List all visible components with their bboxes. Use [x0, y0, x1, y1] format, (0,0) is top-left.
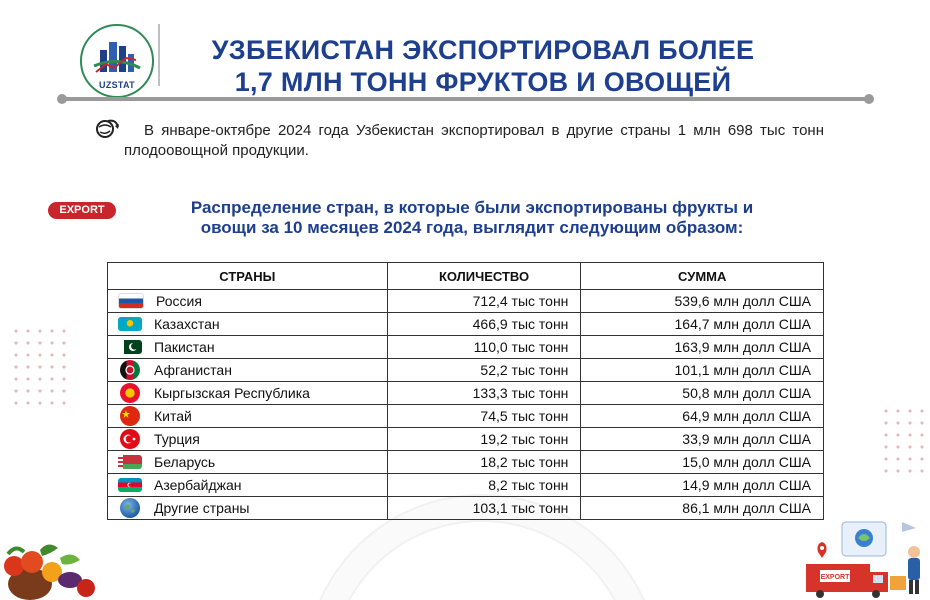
vegetables-basket-icon — [0, 536, 100, 600]
decor-dots-right — [880, 405, 928, 475]
title-line-2: 1,7 МЛН ТОНН ФРУКТОВ И ОВОЩЕЙ — [234, 67, 732, 97]
country-cell — [108, 474, 388, 497]
country-name: Турция — [154, 431, 200, 447]
subtitle-line-1: Распределение стран, в которые были экспортированы фрукты и — [190, 198, 754, 217]
pakistan-flag — [118, 340, 142, 354]
country-name: Пакистан — [154, 339, 215, 355]
belarus-flag — [118, 455, 142, 469]
country-cell — [108, 451, 388, 474]
table-row — [108, 313, 824, 336]
turkey-flag — [120, 429, 140, 449]
country-cell — [108, 359, 388, 382]
column-header-quantity: КОЛИЧЕСТВО — [387, 263, 581, 290]
country-name: Азербайджан — [154, 477, 242, 493]
export-box-label: EXPORT — [820, 574, 850, 581]
sum-cell: 14,9 млн долл США — [581, 474, 824, 497]
table-row — [108, 474, 824, 497]
export-table — [107, 262, 824, 520]
country-name: Другие страны — [154, 500, 250, 516]
table-row — [108, 359, 824, 382]
column-header-countries: СТРАНЫ — [108, 263, 388, 290]
quantity-cell: 110,0 тыс тонн — [387, 336, 581, 359]
subtitle-line-2: овощи за 10 месяцев 2024 года, выглядит следующим образом: — [200, 218, 744, 237]
section-subtitle — [122, 198, 822, 238]
quantity-cell: 712,4 тыс тонн — [387, 290, 581, 313]
russia-flag — [118, 293, 144, 309]
uzstat-logo — [80, 24, 154, 98]
country-name: Россия — [156, 293, 202, 309]
country-name: Беларусь — [154, 454, 216, 470]
quantity-cell: 19,2 тыс тонн — [387, 428, 581, 451]
table-row — [108, 290, 824, 313]
table-row — [108, 336, 824, 359]
decor-dots-left — [10, 325, 70, 407]
country-name: Кыргызская Республика — [154, 385, 310, 401]
table-row — [108, 382, 824, 405]
globe-arrow-icon — [94, 117, 120, 139]
export-badge: EXPORT — [48, 202, 116, 219]
column-header-sum: СУММА — [581, 263, 824, 290]
azerbaijan-flag — [118, 478, 142, 492]
quantity-cell: 18,2 тыс тонн — [387, 451, 581, 474]
sum-cell: 164,7 млн долл США — [581, 313, 824, 336]
logo-divider — [158, 24, 160, 86]
page-title — [168, 34, 798, 98]
table-row — [108, 451, 824, 474]
country-cell — [108, 336, 388, 359]
sum-cell: 163,9 млн долл США — [581, 336, 824, 359]
quantity-cell: 8,2 тыс тонн — [387, 474, 581, 497]
globe-icon — [120, 498, 140, 518]
table-row — [108, 428, 824, 451]
country-name: Казахстан — [154, 316, 220, 332]
kyrgyzstan-flag — [120, 383, 140, 403]
quantity-cell: 103,1 тыс тонн — [387, 497, 581, 520]
country-cell — [108, 382, 388, 405]
afghanistan-flag — [120, 360, 140, 380]
country-cell — [108, 428, 388, 451]
country-cell — [108, 497, 388, 520]
country-cell — [108, 290, 388, 313]
logo-text: UZSTAT — [99, 80, 135, 90]
country-cell — [108, 405, 388, 428]
country-name: Китай — [154, 408, 192, 424]
export-delivery-icon — [806, 518, 930, 598]
table-header-row — [108, 263, 824, 290]
quantity-cell: 52,2 тыс тонн — [387, 359, 581, 382]
quantity-cell: 133,3 тыс тонн — [387, 382, 581, 405]
table-row — [108, 497, 824, 520]
title-line-1: УЗБЕКИСТАН ЭКСПОРТИРОВАЛ БОЛЕЕ — [211, 35, 755, 65]
sum-cell: 15,0 млн долл США — [581, 451, 824, 474]
sum-cell: 50,8 млн долл США — [581, 382, 824, 405]
sum-cell: 101,1 млн долл США — [581, 359, 824, 382]
sum-cell: 86,1 млн долл США — [581, 497, 824, 520]
country-name: Афганистан — [154, 362, 232, 378]
sum-cell: 33,9 млн долл США — [581, 428, 824, 451]
intro-text: В январе-октябре 2024 года Узбекистан экспортировал в другие страны 1 млн 698 тыс тонн плодоовощной продукции. — [124, 122, 824, 159]
background-circles — [330, 520, 634, 600]
sum-cell: 64,9 млн долл США — [581, 405, 824, 428]
china-flag — [120, 406, 140, 426]
country-cell — [108, 313, 388, 336]
table-row — [108, 405, 824, 428]
sum-cell: 539,6 млн долл США — [581, 290, 824, 313]
quantity-cell: 466,9 тыс тонн — [387, 313, 581, 336]
title-underline — [63, 97, 868, 101]
quantity-cell: 74,5 тыс тонн — [387, 405, 581, 428]
kazakhstan-flag — [118, 317, 142, 331]
